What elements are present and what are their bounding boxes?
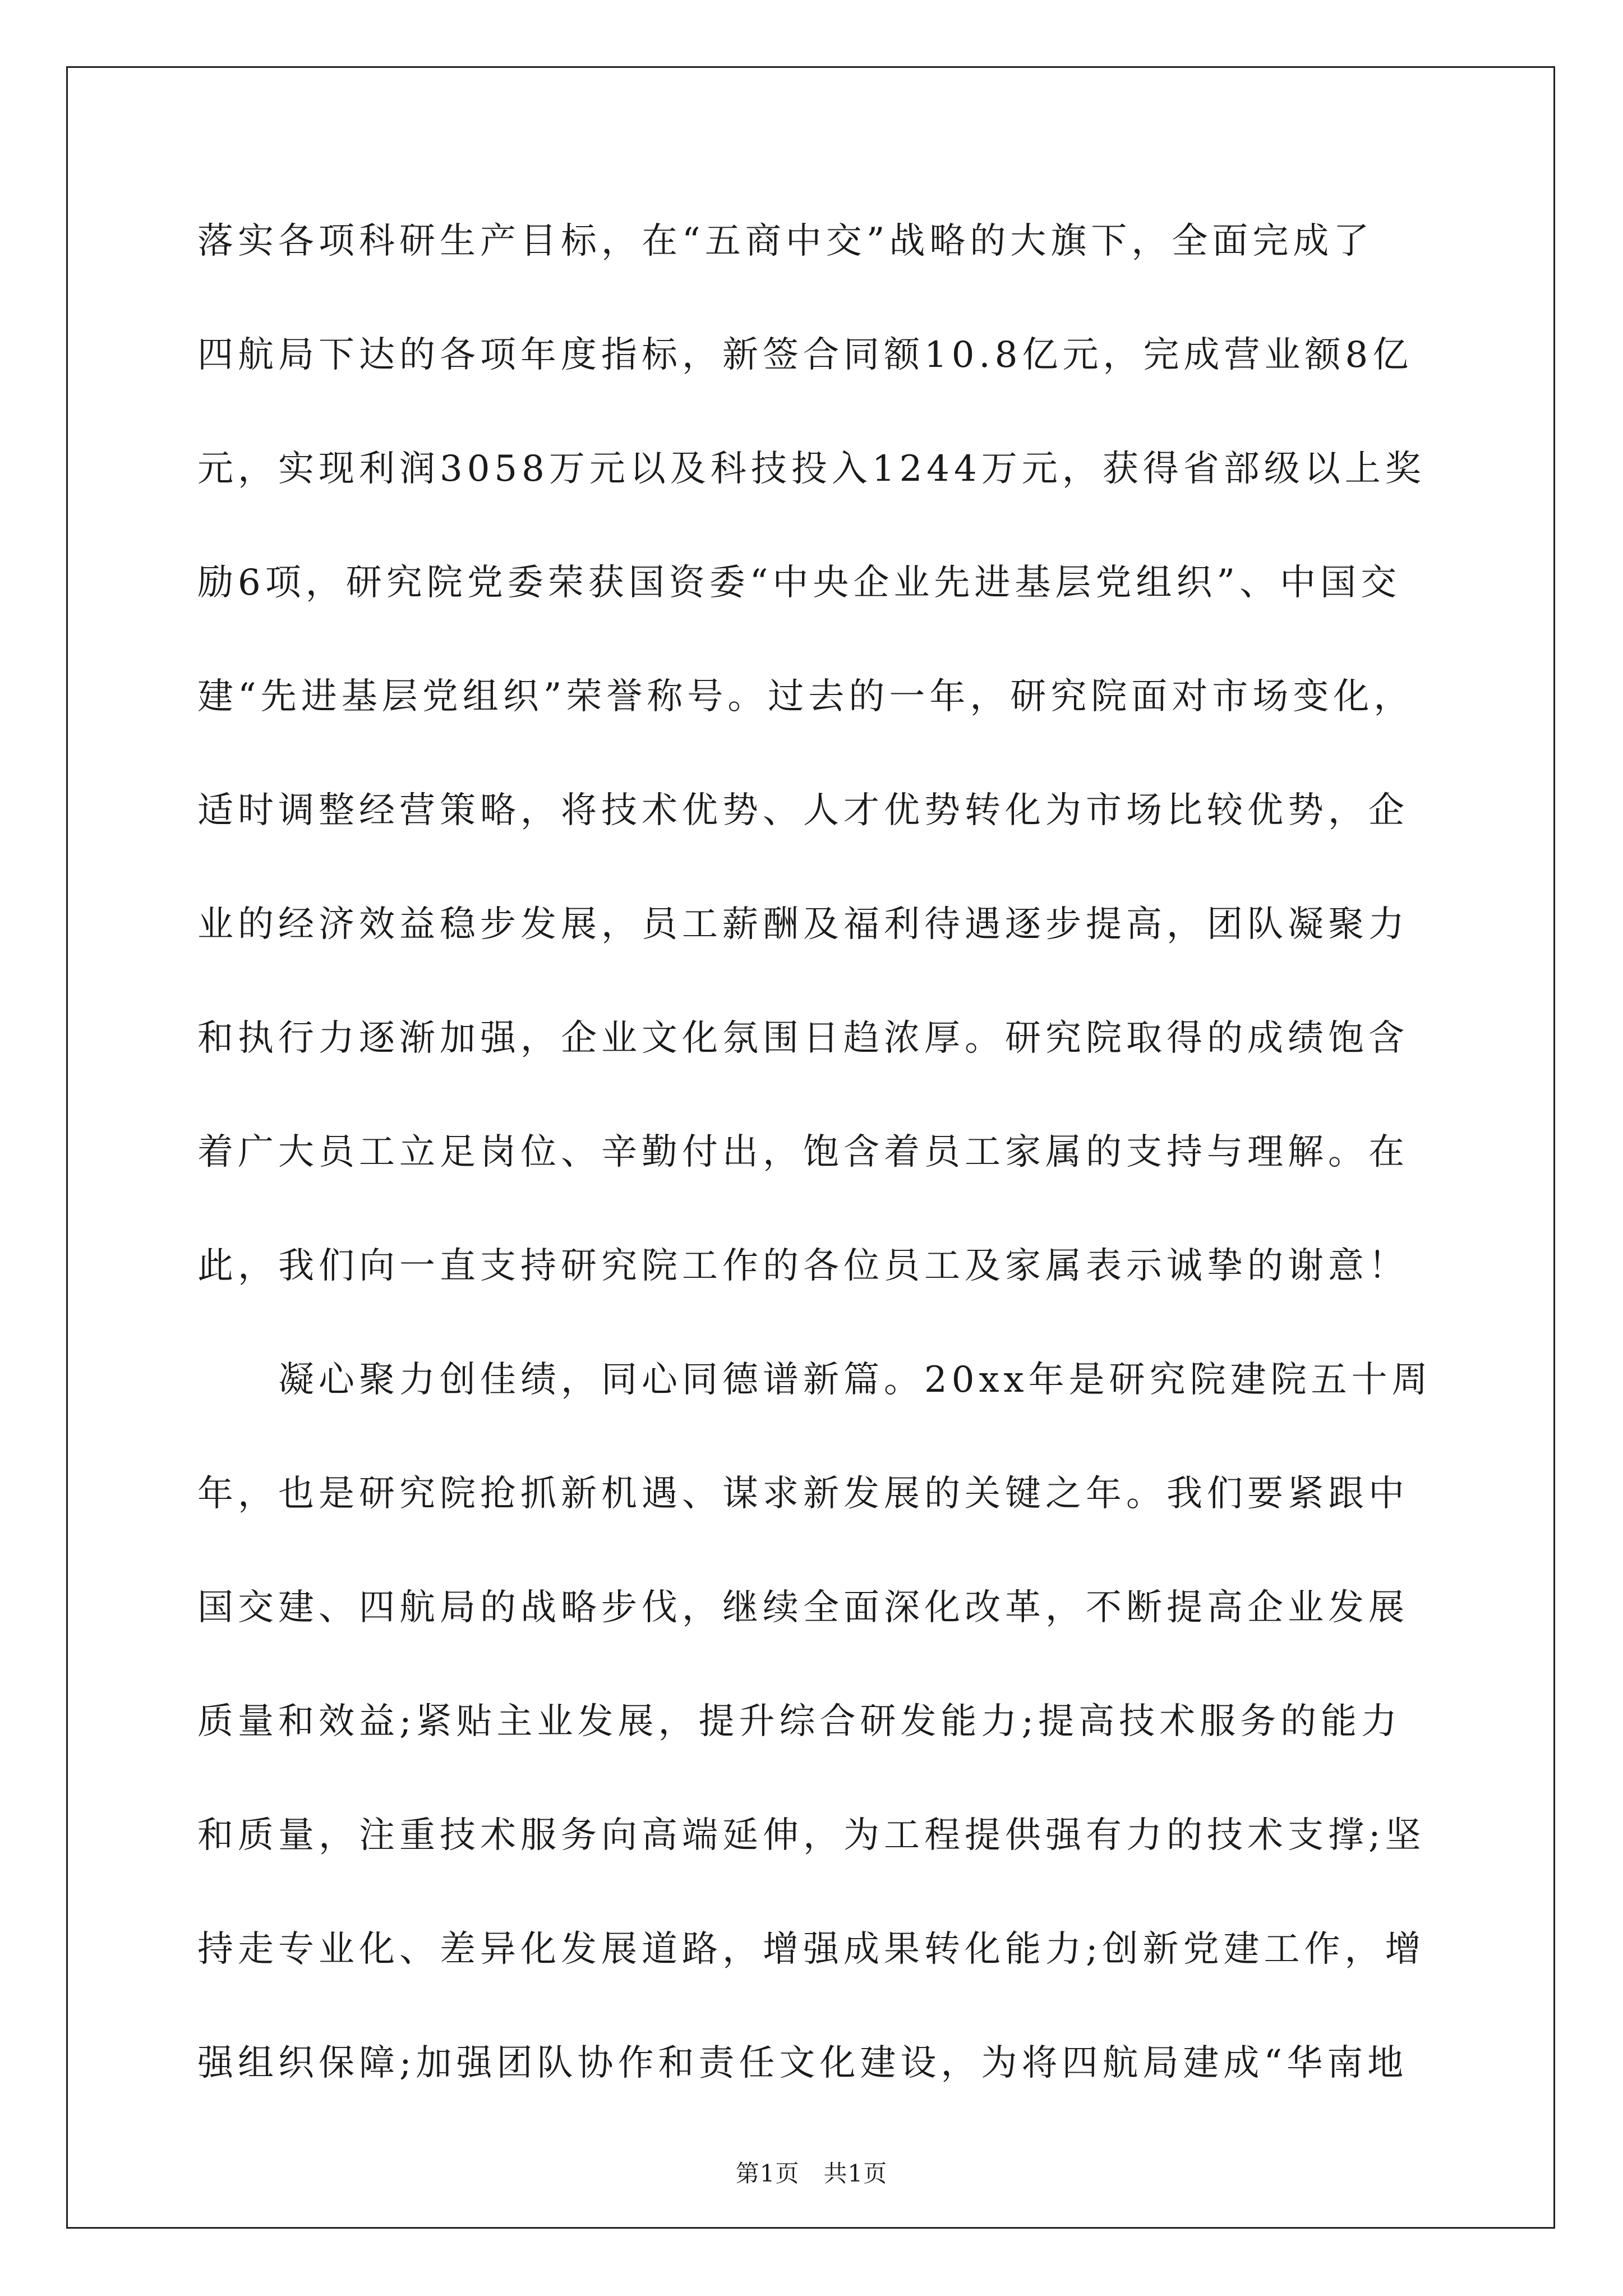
text-line-5: 建“先进基层党组织”荣誉称号。过去的一年，研究院面对市场变化， (197, 676, 1414, 717)
text-line-2: 四航局下达的各项年度指标，新签合同额10.8亿元，完成营业额8亿 (197, 334, 1413, 376)
text-line-9: 着广大员工立足岗位、辛勤付出，饱含着员工家属的支持与理解。在 (197, 1131, 1409, 1173)
text-line-7: 业的经济效益稳步发展，员工薪酬及福利待遇逐步提高，团队凝聚力 (197, 904, 1409, 945)
text-line-4: 励6项，研究院党委荣获国资委“中央企业先进基层党组织”、中国交 (197, 562, 1401, 604)
text-line-14: 质量和效益;紧贴主业发展，提升综合研发能力;提高技术服务的能力 (197, 1701, 1402, 1742)
text-line-8: 和执行力逐渐加强，企业文化氛围日趋浓厚。研究院取得的成绩饱含 (197, 1018, 1409, 1059)
text-line-15: 和质量，注重技术服务向高端延伸，为工程提供强有力的技术支撑;坚 (197, 1815, 1426, 1856)
text-line-1: 落实各项科研生产目标，在“五商中交”战略的大旗下，全面完成了 (197, 220, 1374, 262)
text-line-17: 强组织保障;加强团队协作和责任文化建设，为将四航局建成“华南地 (197, 2042, 1408, 2084)
text-line-13: 国交建、四航局的战略步伐，继续全面深化改革，不断提高企业发展 (197, 1587, 1409, 1628)
text-line-16: 持走专业化、差异化发展道路，增强成果转化能力;创新党建工作，增 (197, 1929, 1426, 1970)
text-line-3: 元，实现利润3058万元以及科技投入1244万元，获得省部级以上奖 (197, 448, 1426, 490)
text-line-6: 适时调整经营策略，将技术优势、人才优势转化为市场比较优势，企 (197, 790, 1409, 831)
page-number-footer: 第1页 共1页 (735, 2160, 888, 2187)
text-line-12: 年，也是研究院抢抓新机遇、谋求新发展的关键之年。我们要紧跟中 (197, 1473, 1409, 1515)
text-line-10: 此，我们向一直支持研究院工作的各位员工及家属表示诚挚的谢意！ (197, 1245, 1409, 1287)
text-line-11: 凝心聚力创佳绩，同心同德谱新篇。20xx年是研究院建院五十周 (197, 1359, 1432, 1401)
